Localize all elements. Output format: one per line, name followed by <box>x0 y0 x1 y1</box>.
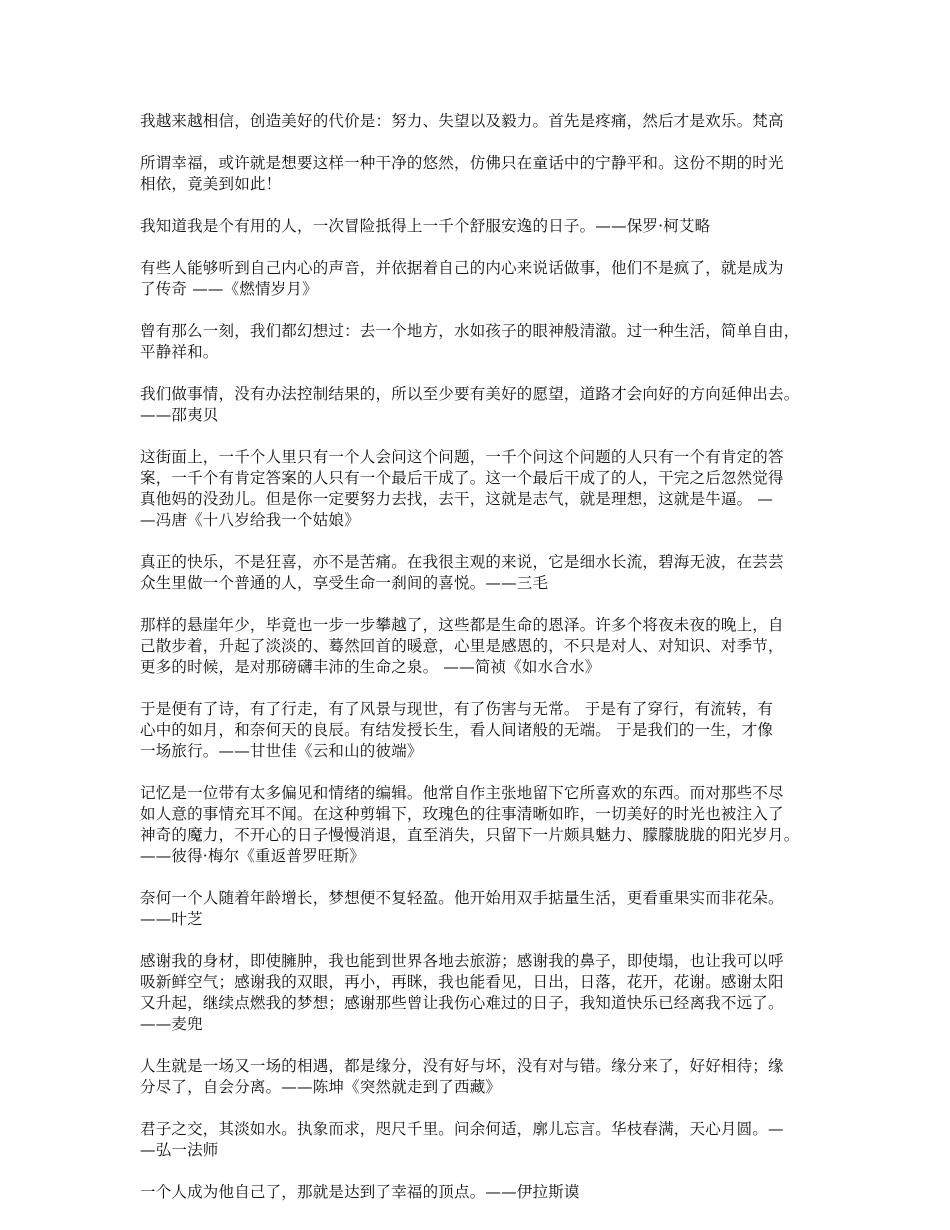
quote-paragraph: 奈何一个人随着年龄增长，梦想便不复轻盈。他开始用双手掂量生活，更看重果实而非花朵。 ——叶芝 <box>140 889 784 928</box>
quote-paragraph: 感谢我的身材，即使臃肿，我也能到世界各地去旅游；感谢我的鼻子，即使塌，也让我可以呼 吸新鲜空气；感谢我的双眼，再小，再眯，我也能看见，日出，日落，花开，花谢。感谢太阳 又升起，继续点燃我的梦想；感谢那些曾让我伤心难过的日子，我知道快乐已经离我不远了。 ——麦兜 <box>140 952 784 1033</box>
quote-paragraph: 有些人能够听到自己内心的声音，并依据着自己的内心来说话做事，他们不是疯了，就是成为 了传奇 ——《燃情岁月》 <box>140 259 784 298</box>
quote-paragraph: 曾有那么一刻，我们都幻想过：去一个地方，水如孩子的眼神般清澈。过一种生活，简单自由， 平静祥和。 <box>140 322 800 361</box>
quote-paragraph: 记忆是一位带有太多偏见和情绪的编辑。他常自作主张地留下它所喜欢的东西。而对那些不尽 如人意的事情充耳不闻。在这种剪辑下，玫瑰色的往事清晰如昨，一切美好的时光也被注入了 神奇的魔力，不开心的日子慢慢消退，直至消失，只留下一片颇具魅力、朦朦胧胧的阳光岁月。 ——彼得·梅尔《重返普罗旺斯》 <box>140 784 800 865</box>
quote-paragraph: 于是便有了诗，有了行走，有了风景与现世，有了伤害与无常。 于是有了穿行，有流转，有 心中的如月，和奈何天的良辰。有结发授长生，看人间诸般的无端。 于是我们的一生，才像 一场旅行。——甘世佳《云和山的彼端》 <box>140 700 774 760</box>
quote-paragraph: 那样的悬崖年少，毕竟也一步一步攀越了，这些都是生命的恩泽。许多个将夜未夜的晚上，自 己散步着，升起了淡淡的、蓦然回首的暖意，心里是感恩的，不只是对人、对知识、对季节， 更多的时候，是对那磅礴丰沛的生命之泉。 ——简祯《如水合水》 <box>140 616 784 676</box>
quote-list <box>140 111 820 1224</box>
quote-paragraph: 这街面上，一千个人里只有一个人会问这个问题，一千个问这个问题的人只有一个有肯定的答 案，一千个有肯定答案的人只有一个最后干成了。这一个最后干成了的人，干完之后忽然觉得 真他妈的没劲儿。但是你一定要努力去找，去干，这就是志气，就是理想，这就是牛逼。 — —冯唐《十八岁给我一个姑娘》 <box>140 448 784 529</box>
quote-paragraph: 君子之交，其淡如水。执象而求，咫尺千里。问余何适，廓儿忘言。华枝春满，天心月圆。— —弘一法师 <box>140 1120 784 1159</box>
quote-paragraph: 人生就是一场又一场的相遇，都是缘分，没有好与坏，没有对与错。缘分来了，好好相待；缘 分尽了，自会分离。——陈坤《突然就走到了西藏》 <box>140 1057 784 1096</box>
quote-paragraph: 我知道我是个有用的人，一次冒险抵得上一千个舒服安逸的日子。——保罗·柯艾略 <box>140 217 711 235</box>
quote-paragraph: 真正的快乐，不是狂喜，亦不是苦痛。在我很主观的来说，它是细水长流，碧海无波，在芸芸 众生里做一个普通的人，享受生命一刹间的喜悦。——三毛 <box>140 553 784 592</box>
quote-paragraph: 所谓幸福，或许就是想要这样一种干净的悠然，仿佛只在童话中的宁静平和。这份不期的时光 相依，竟美到如此！ <box>140 154 784 193</box>
quote-paragraph: 我们做事情，没有办法控制结果的，所以至少要有美好的愿望，道路才会向好的方向延伸出去。 ——邵夷贝 <box>140 385 800 424</box>
quote-paragraph: 一个人成为他自己了，那就是达到了幸福的顶点。——伊拉斯谟 <box>140 1183 580 1201</box>
quote-paragraph: 我越来越相信，创造美好的代价是：努力、失望以及毅力。首先是疼痛，然后才是欢乐。梵高 <box>140 112 784 130</box>
